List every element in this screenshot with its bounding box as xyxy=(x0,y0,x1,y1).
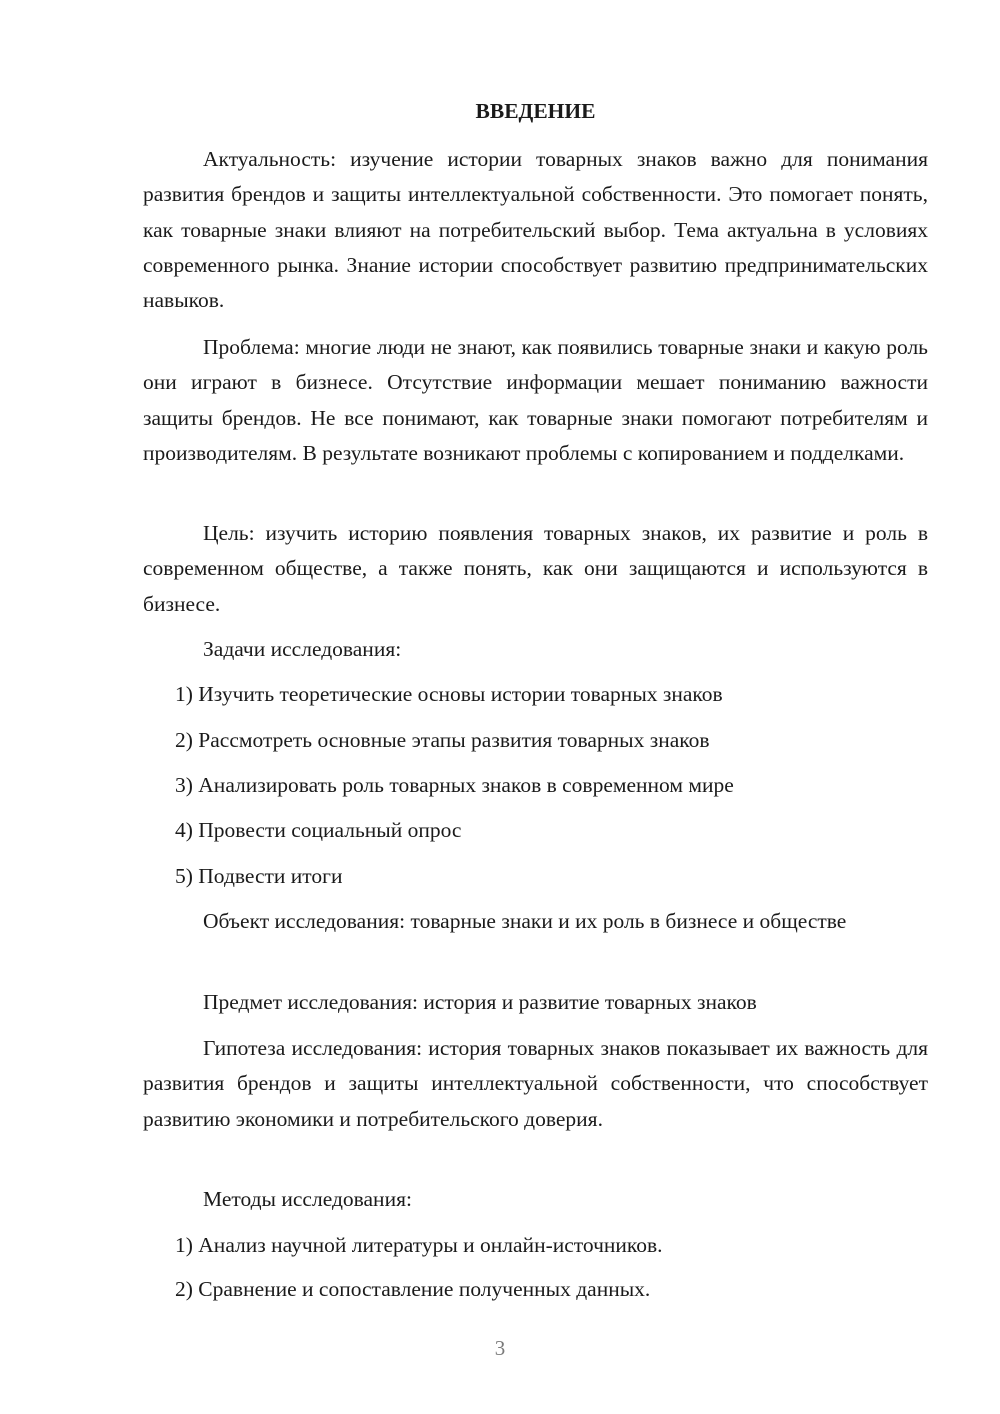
page-title: ВВЕДЕНИЕ xyxy=(475,99,596,123)
relevance-paragraph: Актуальность: изучение истории товарных знаков важно для понимания развития брендов и защиты интеллектуальной собственности. Это помогает понять, как товарные знаки влияют на потребительский выбор. Тема актуальна в условиях современного рынка. Знание истории способствует развитию предпринимательских навыков. xyxy=(143,147,928,313)
goal-paragraph: Цель: изучить историю появления товарных знаков, их развитие и роль в современном обществе, а также понять, как они защищаются и используются в бизнесе. xyxy=(143,521,928,616)
task-item: 5) Подвести итоги xyxy=(175,864,343,888)
task-item: 2) Рассмотреть основные этапы развития товарных знаков xyxy=(175,728,710,752)
task-item: 4) Провести социальный опрос xyxy=(175,818,462,842)
task-item: 1) Изучить теоретические основы истории товарных знаков xyxy=(175,682,723,706)
task-item: 3) Анализировать роль товарных знаков в современном мире xyxy=(175,773,734,797)
page-number: 3 xyxy=(494,1336,506,1360)
hypothesis-paragraph: Гипотеза исследования: история товарных знаков показывает их важность для развития брендов и защиты интеллектуальной собственности, что способствует развитию экономики и потребительского доверия. xyxy=(143,1036,928,1131)
problem-paragraph: Проблема: многие люди не знают, как появились товарные знаки и какую роль они играют в бизнесе. Отсутствие информации мешает пониманию важности защиты брендов. Не все понимают, как товарные знаки помогают потребителям и производителям. В результате возникают проблемы с копированием и подделками. xyxy=(143,335,928,465)
object-paragraph: Объект исследования: товарные знаки и их роль в бизнесе и обществе xyxy=(203,909,847,933)
method-item: 1) Анализ научной литературы и онлайн-источников. xyxy=(175,1233,663,1257)
method-item: 2) Сравнение и сопоставление полученных данных. xyxy=(175,1277,651,1301)
methods-heading: Методы исследования: xyxy=(203,1187,412,1211)
subject-paragraph: Предмет исследования: история и развитие товарных знаков xyxy=(203,990,757,1014)
tasks-heading: Задачи исследования: xyxy=(203,637,402,661)
